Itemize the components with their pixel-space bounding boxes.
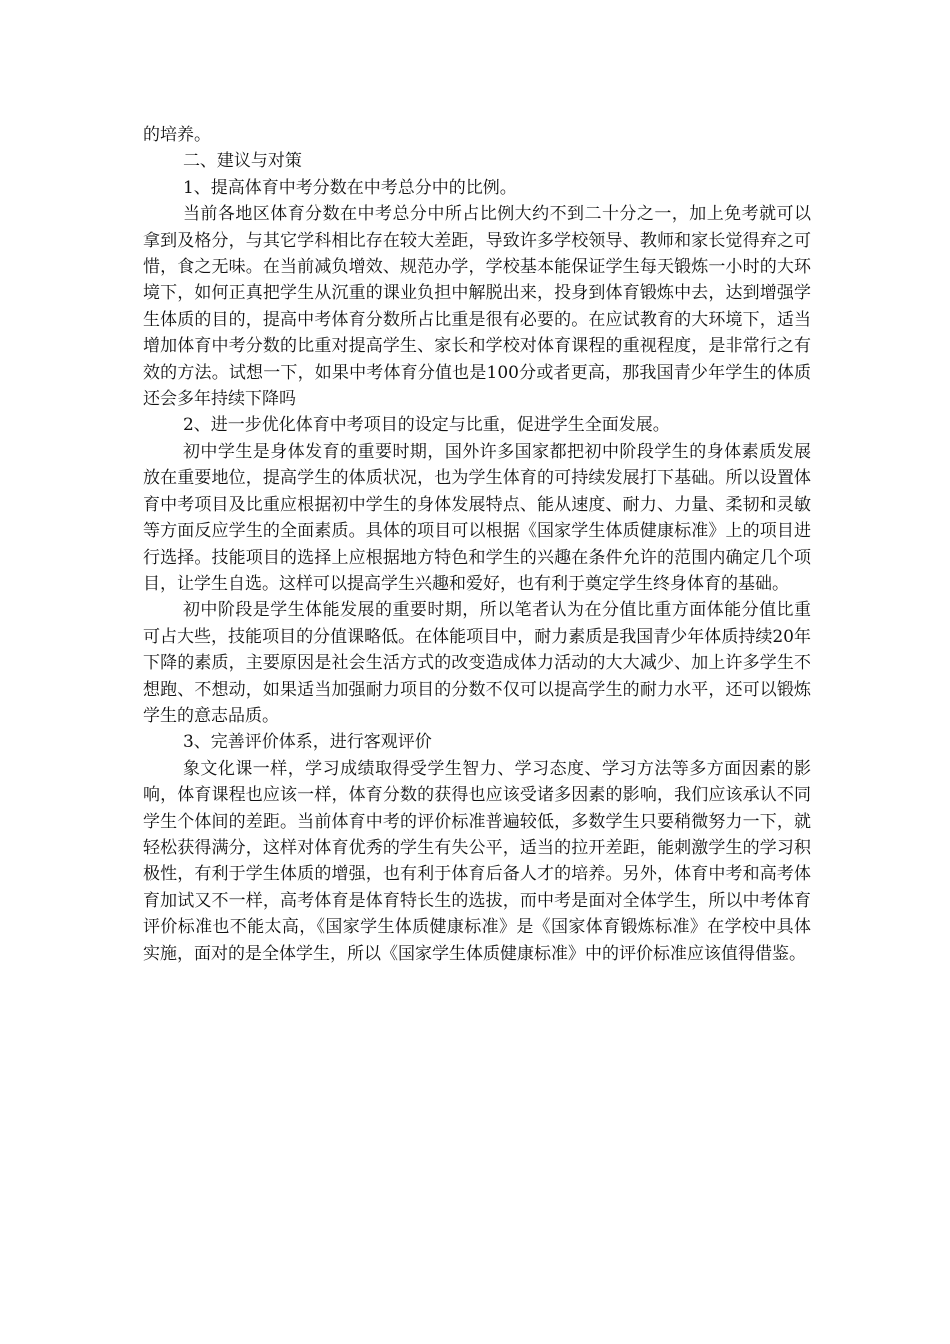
paragraph-1: 当前各地区体育分数在中考总分中所占比例大约不到二十分之一，加上免考就可以拿到及格分，与其它学科相比存在较大差距，导致许多学校领导、教师和家长觉得弃之可惜，食之无味。在当前减负增效、规范办学，学校基本能保证学生每天锻炼一小时的大环境下，如何正真把学生从沉重的课业负担中解脱出来，投身到体育锻炼中去，达到增强学生体质的目的，提高中考体育分数所占比重是很有必要的。在应试教育的大环境下，适当增加体育中考分数的比重对提高学生、家长和学校对体育课程的重视程度，是非常行之有效的方法。试想一下，如果中考体育分值也是100分或者更高，那我国青少年学生的体质还会多年持续下降吗 <box>143 204 811 410</box>
paragraph-2: 初中学生是身体发育的重要时期，国外许多国家都把初中阶段学生的身体素质发展放在重要地位，提高学生的体质状况，也为学生体育的可持续发展打下基础。所以设置体育中考项目及比重应根据初中学生的身体发展特点、能从速度、耐力、力量、柔韧和灵敏等方面反应学生的全面素质。具体的项目可以根据《国家学生体质健康标准》上的项目进行选择。技能项目的选择上应根据地方特色和学生的兴趣在条件允许的范围内确定几个项目，让学生自选。这样可以提高学生兴趣和爱好，也有利于奠定学生终身体育的基础。 <box>143 441 811 594</box>
paragraph-4: 象文化课一样，学习成绩取得受学生智力、学习态度、学习方法等多方面因素的影响，体育课程也应该一样，体育分数的获得也应该受诸多因素的影响，我们应该承认不同学生个体间的差距。当前体育中考的评价标准普遍较低，多数学生只要稍微努力一下，就轻松获得满分，这样对体育优秀的学生有失公平，适当的拉开差距，能刺激学生的学习积极性，有利于学生体质的增强，也有利于体育后备人才的培养。另外，体育中考和高考体育加试又不一样，高考体育是体育特长生的选拔，而中考是面对全体学生，所以中考体育评价标准也不能太高，《国家学生体质健康标准》是《国家体育锻炼标准》在学校中具体实施，面对的是全体学生，所以《国家学生体质健康标准》中的评价标准应该值得借鉴。 <box>143 758 811 964</box>
document-body <box>143 122 811 967</box>
subsection-heading-3: 3、完善评价体系，进行客观评价 <box>182 732 432 753</box>
paragraph-continuation: 的培养。 <box>143 125 211 145</box>
paragraph-3: 初中阶段是学生体能发展的重要时期，所以笔者认为在分值比重方面体能分值比重可占大些，技能项目的分值课略低。在体能项目中，耐力素质是我国青少年体质持续20年下降的素质，主要原因是社会生活方式的改变造成体力活动的大大减少、加上许多学生不想跑、不想动，如果适当加强耐力项目的分数不仅可以提高学生的耐力水平，还可以锻炼学生的意志品质。 <box>143 600 811 726</box>
subsection-heading-1: 1、提高体育中考分数在中考总分中的比例。 <box>182 177 517 198</box>
subsection-heading-2: 2、进一步优化体育中考项目的设定与比重，促进学生全面发展。 <box>182 415 670 436</box>
section-heading: 二、建议与对策 <box>182 151 302 172</box>
